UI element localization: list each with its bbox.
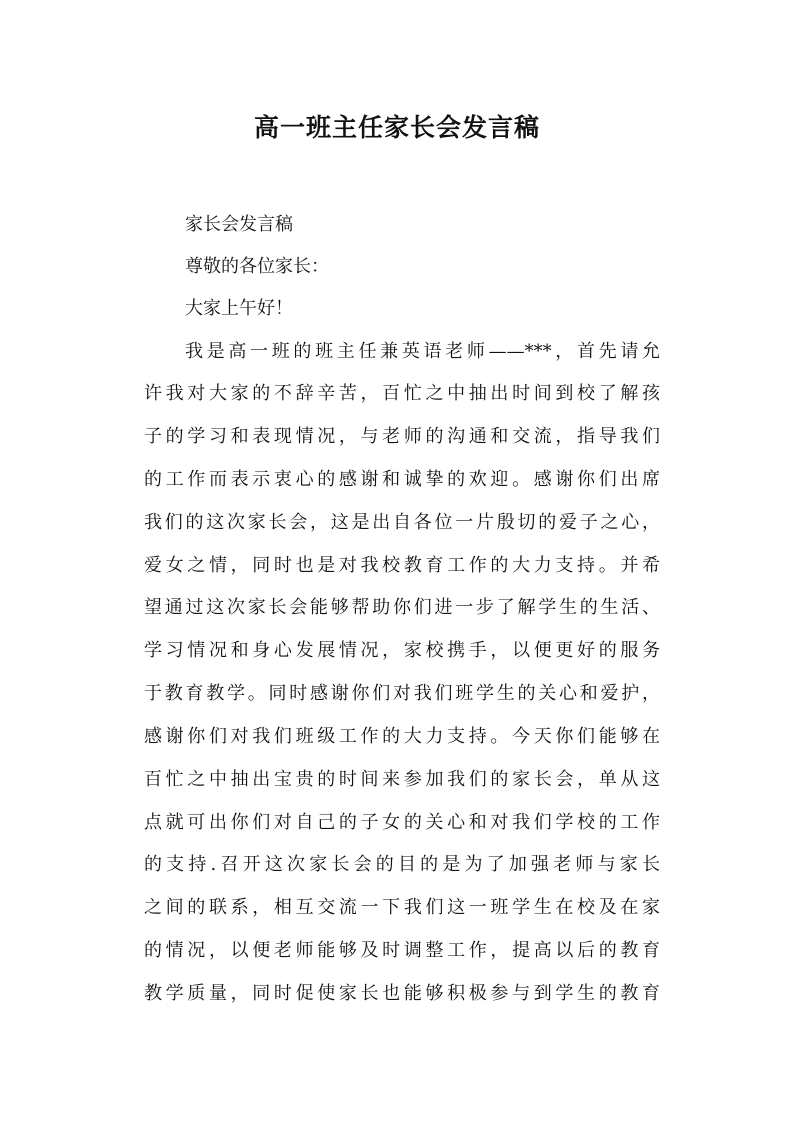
paragraph-line: 我是高一班的班主任兼英语老师——***，首先请允 bbox=[185, 341, 660, 362]
paragraph-line: 许我对大家的不辞辛苦，百忙之中抽出时间到校了解孩 bbox=[144, 383, 660, 404]
paragraph-line: 的工作而表示衷心的感谢和诚挚的欢迎。感谢你们出席 bbox=[144, 469, 660, 490]
paragraph-line: 感谢你们对我们班级工作的大力支持。今天你们能够在 bbox=[144, 726, 660, 747]
paragraph-line: 之间的联系，相互交流一下我们这一班学生在校及在家 bbox=[144, 897, 660, 918]
paragraph-line: 爱女之情，同时也是对我校教育工作的大力支持。并希 bbox=[144, 555, 660, 576]
paragraph-line: 的支持.召开这次家长会的目的是为了加强老师与家长 bbox=[144, 854, 660, 875]
paragraph-line: 学习情况和身心发展情况，家校携手，以便更好的服务 bbox=[144, 640, 660, 661]
paragraph-line: 教学质量，同时促使家长也能够积极参与到学生的教育 bbox=[144, 983, 660, 1004]
paragraph-line: 子的学习和表现情况，与老师的沟通和交流，指导我们 bbox=[144, 426, 660, 447]
paragraph-line: 我们的这次家长会，这是出自各位一片殷切的爱子之心， bbox=[144, 512, 660, 533]
document-title: 高一班主任家长会发言稿 bbox=[253, 113, 540, 142]
paragraph-line: 的情况，以便老师能够及时调整工作，提高以后的教育 bbox=[144, 940, 660, 961]
subtitle: 家长会发言稿 bbox=[185, 214, 293, 235]
paragraph-line: 百忙之中抽出宝贵的时间来参加我们的家长会，单从这 bbox=[144, 769, 660, 790]
salutation: 尊敬的各位家长： bbox=[185, 256, 329, 277]
greeting: 大家上午好！ bbox=[185, 298, 293, 319]
paragraph-line: 于教育教学。同时感谢你们对我们班学生的关心和爱护， bbox=[144, 683, 660, 704]
paragraph-line: 点就可出你们对自己的子女的关心和对我们学校的工作 bbox=[144, 812, 660, 833]
paragraph-line: 望通过这次家长会能够帮助你们进一步了解学生的生活、 bbox=[144, 597, 660, 618]
